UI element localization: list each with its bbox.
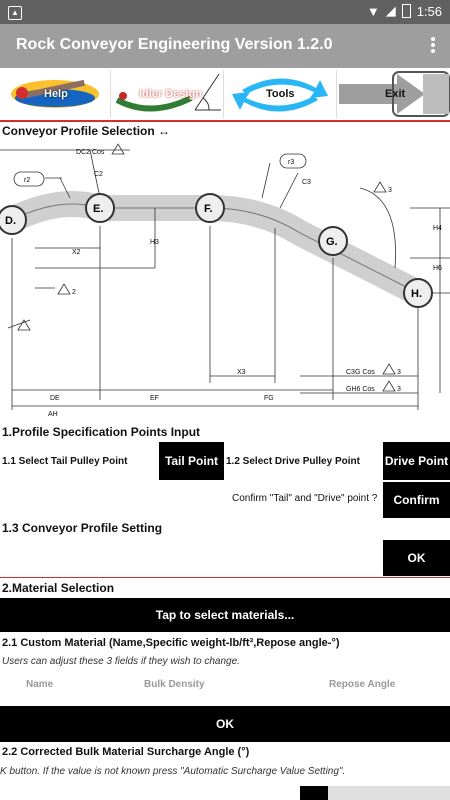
repose-angle-field[interactable]: Repose Angle [329, 679, 396, 690]
label-r2: r2 [24, 177, 31, 184]
profile-setting-ok-button[interactable]: OK [383, 540, 450, 576]
delta-icon-2 [58, 284, 70, 294]
pulley-e-label: E. [93, 203, 104, 215]
pulley-g[interactable] [319, 227, 347, 255]
material-section-title: 2.Material Selection [2, 581, 115, 595]
surcharge-note: K button. If the value is not known press "Automatic Surcharge Value Setting". [0, 766, 346, 777]
app-title: Rock Conveyor Engineering Version 1.2.0 [16, 36, 333, 53]
exit-label: Exit [385, 88, 406, 100]
label-dc2: DC2 Cos [76, 149, 105, 156]
pulley-d-label: D. [5, 215, 16, 227]
pulley-f[interactable] [196, 194, 224, 222]
label-ef: EF [150, 395, 159, 402]
drive-point-button[interactable]: Drive Point [383, 442, 450, 480]
select-materials-button[interactable]: Tap to select materials... [0, 598, 450, 632]
label-c2: C2 [94, 171, 103, 178]
delta-icon-gh6 [383, 381, 395, 391]
confirm-button[interactable]: Confirm [383, 482, 450, 518]
material-ok-button[interactable]: OK [0, 706, 450, 742]
tools-label: Tools [266, 88, 295, 100]
label-x2: X2 [72, 249, 81, 256]
profile-setting-title: 1.3 Conveyor Profile Setting [2, 521, 163, 535]
delta-icon-dc2 [112, 144, 124, 154]
overflow-menu-icon[interactable] [430, 36, 436, 56]
label-de: DE [50, 395, 60, 402]
custom-material-title: 2.1 Custom Material (Name,Specific weight-lb/ft³,Repose angle-°) [2, 637, 340, 649]
bulk-density-field[interactable]: Bulk Density [144, 679, 205, 690]
pulley-e[interactable] [86, 194, 114, 222]
tools-button[interactable] [224, 70, 337, 118]
surcharge-title: 2.2 Corrected Bulk Material Surcharge Angle (°) [2, 746, 250, 758]
pulley-d[interactable] [0, 206, 26, 234]
label-ah: AH [48, 411, 58, 418]
help-button[interactable] [0, 70, 111, 118]
signal-icon: ◢ [385, 3, 396, 18]
app-bar [0, 24, 450, 68]
delta-icon-c3g [383, 364, 395, 374]
conveyor-profile-diagram[interactable] [0, 138, 450, 428]
custom-material-note: Users can adjust these 3 fields if they wish to change. [2, 656, 240, 667]
drive-pulley-label: 1.2 Select Drive Pulley Point [226, 456, 360, 467]
wifi-icon: ▼ [366, 3, 380, 19]
profile-section-title: Conveyor Profile Selection ↔ [2, 124, 171, 138]
help-label: Help [44, 88, 68, 100]
idler-design-button[interactable] [111, 70, 224, 118]
pulley-h-label: H. [411, 288, 422, 300]
status-icons [367, 3, 442, 19]
label-h6: H6 [433, 265, 442, 272]
pulley-f-label: F. [204, 203, 213, 215]
spec-section-title: 1.Profile Specification Points Input [2, 425, 201, 439]
label-delta3: 3 [388, 187, 392, 194]
surcharge-ok-button[interactable] [300, 786, 328, 800]
notification-icon: ▲ [8, 6, 22, 20]
tail-point-button[interactable]: Tail Point [159, 442, 224, 480]
delta-icon-small [18, 320, 30, 330]
status-time: 1:56 [416, 3, 442, 19]
label-fg: FG [264, 395, 274, 402]
tail-pulley-label: 1.1 Select Tail Pulley Point [2, 456, 128, 467]
battery-icon [402, 4, 411, 18]
status-bar [0, 0, 450, 24]
label-c3g: C3G Cos [346, 369, 375, 376]
label-gh6-num: 3 [397, 386, 401, 393]
label-h4: H4 [433, 225, 442, 232]
main-toolbar [0, 68, 450, 122]
label-gh6: GH6 Cos [346, 386, 375, 393]
label-r3: r3 [288, 159, 295, 166]
idler-design-label: Idler Design [139, 88, 202, 100]
exit-button[interactable] [337, 70, 450, 118]
name-field[interactable]: Name [26, 679, 54, 690]
label-c3g-num: 3 [397, 369, 401, 376]
section-divider [0, 577, 450, 578]
delta-icon-3 [374, 182, 386, 192]
automatic-surcharge-button[interactable] [328, 786, 450, 800]
pulley-h[interactable] [404, 279, 432, 307]
confirm-prompt: Confirm "Tail" and "Drive" point ? [232, 493, 378, 504]
pulley-g-label: G. [326, 236, 338, 248]
label-x3: X3 [237, 369, 246, 376]
label-h3: H3 [150, 239, 159, 246]
label-c3: C3 [302, 179, 311, 186]
label-delta2: 2 [72, 289, 76, 296]
